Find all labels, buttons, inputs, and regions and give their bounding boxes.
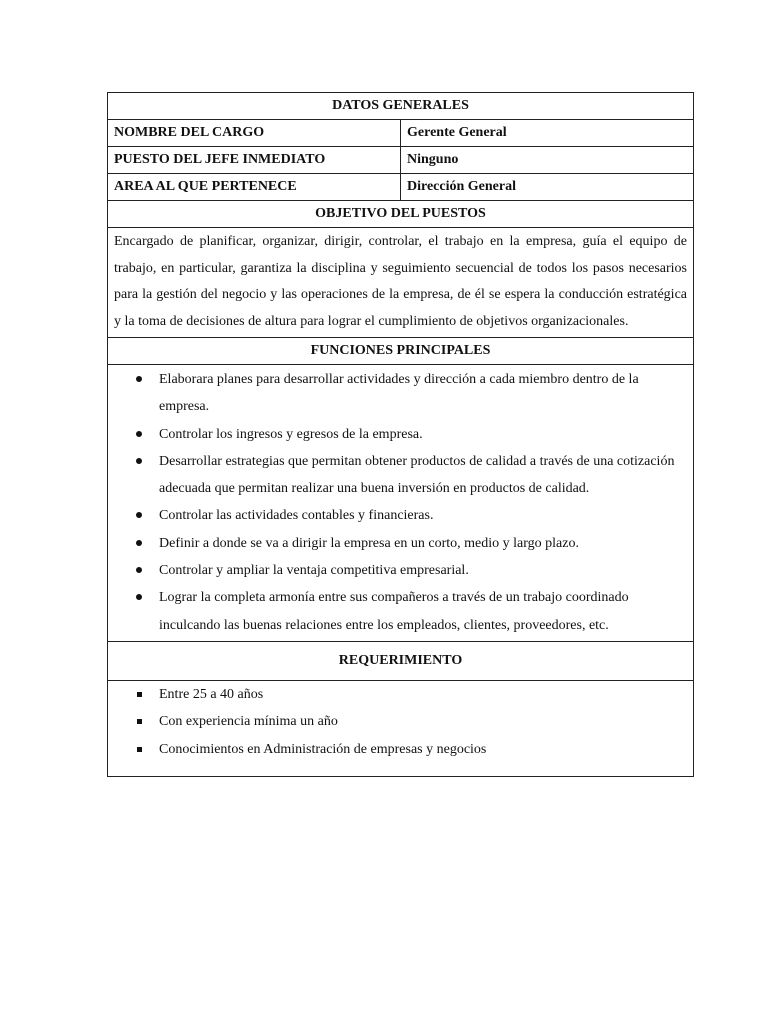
list-item: Controlar las actividades contables y financieras. (159, 502, 687, 529)
job-title-value: Gerente General (401, 120, 694, 147)
area-label: AREA AL QUE PERTENECE (108, 174, 401, 201)
list-item: Lograr la completa armonía entre sus compañeros a través de un trabajo coordinado inculcando las buenas relaciones entre los empleados, clientes, proveedores, etc. (159, 584, 687, 639)
functions-heading-row (108, 338, 694, 365)
objective-heading-row (108, 201, 694, 228)
functions-cell (108, 365, 694, 642)
requirements-heading: REQUERIMIENTO (108, 641, 694, 680)
objective-text: Encargado de planificar, organizar, dirigir, controlar, el trabajo en la empresa, guía el equipo de trabajo, en particular, garantiza la disciplina y seguimiento secuencial de todos los pasos necesarios para la gestión del negocio y las operaciones de la empresa, de él se espera la conducción estratégica y la toma de decisiones de altura para lograr el cumplimiento de objetivos organizacionales. (108, 228, 694, 338)
list-item: Conocimientos en Administración de empresas y negocios (159, 736, 687, 763)
requirements-cell (108, 680, 694, 776)
requirements-heading-row (108, 641, 694, 680)
general-heading: DATOS GENERALES (108, 93, 694, 120)
objective-heading: OBJETIVO DEL PUESTOS (108, 201, 694, 228)
supervisor-value: Ninguno (401, 147, 694, 174)
functions-heading: FUNCIONES PRINCIPALES (108, 338, 694, 365)
list-item: Con experiencia mínima un año (159, 708, 687, 735)
area-value: Dirección General (401, 174, 694, 201)
info-row-area (108, 174, 694, 201)
job-description-table (107, 92, 694, 777)
list-item: Controlar y ampliar la ventaja competitiva empresarial. (159, 557, 687, 584)
requirements-list (108, 681, 687, 763)
job-title-label: NOMBRE DEL CARGO (108, 120, 401, 147)
objective-row (108, 228, 694, 338)
list-item: Desarrollar estrategias que permitan obtener productos de calidad a través de una cotización adecuada que permitan realizar una buena inversión en productos de calidad. (159, 448, 687, 503)
functions-list (108, 366, 687, 639)
list-item: Definir a donde se va a dirigir la empresa en un corto, medio y largo plazo. (159, 530, 687, 557)
supervisor-label: PUESTO DEL JEFE INMEDIATO (108, 147, 401, 174)
info-row-supervisor (108, 147, 694, 174)
general-heading-row (108, 93, 694, 120)
list-item: Controlar los ingresos y egresos de la empresa. (159, 421, 687, 448)
requirements-row (108, 680, 694, 776)
list-item: Elaborara planes para desarrollar actividades y dirección a cada miembro dentro de la empresa. (159, 366, 687, 421)
info-row-job-title (108, 120, 694, 147)
functions-row (108, 365, 694, 642)
list-item: Entre 25 a 40 años (159, 681, 687, 708)
